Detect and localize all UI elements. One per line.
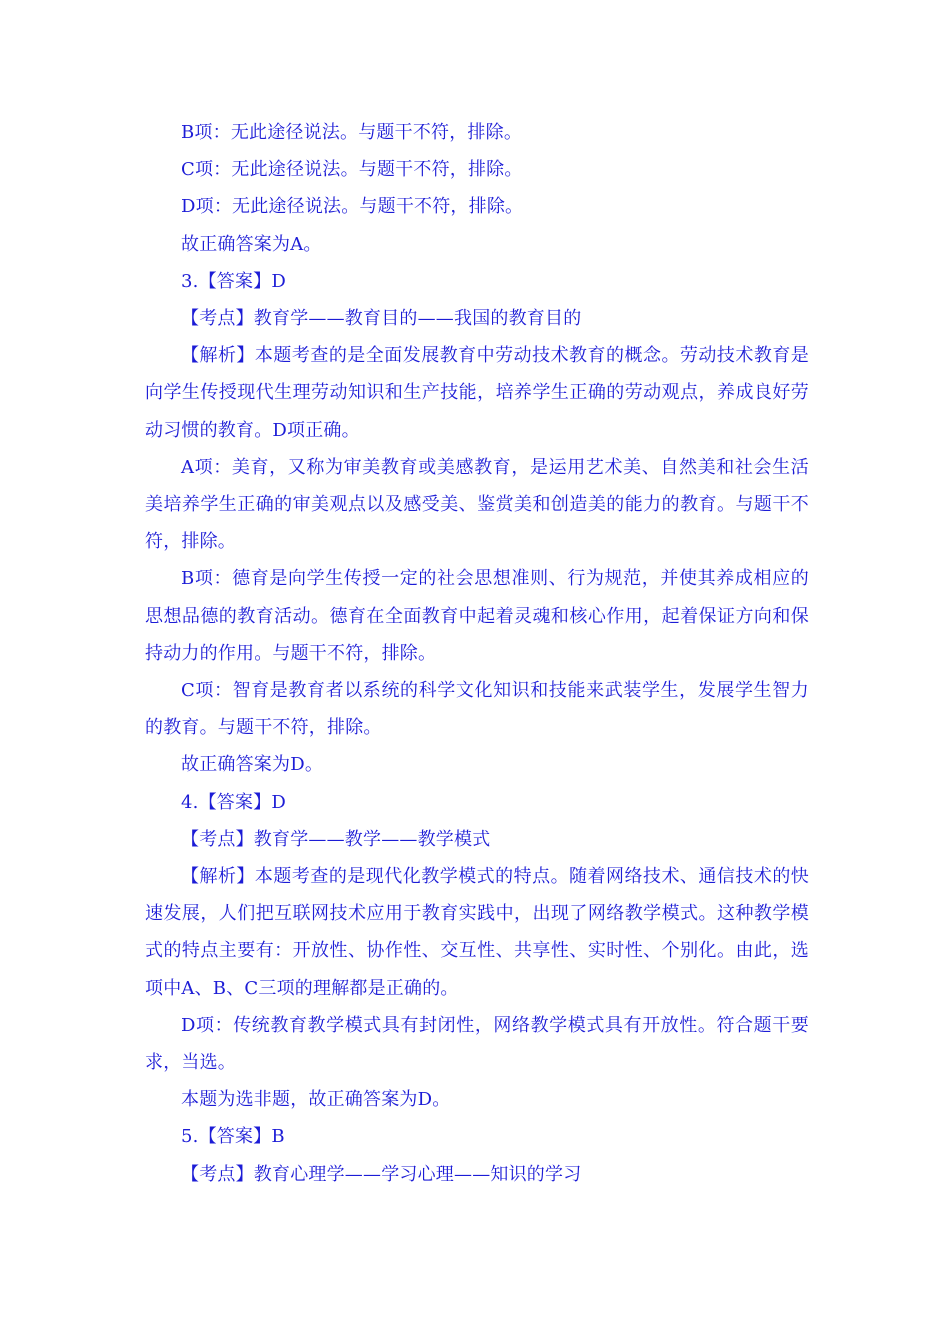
option-a-analysis-q3: A项：美育，又称为审美教育或美感教育，是运用艺术美、自然美和社会生活美培养学生正确的审美观点以及感受美、鉴赏美和创造美的能力的教育。与题干不符，排除。 [145, 456, 809, 553]
document-page [145, 114, 809, 1193]
option-d-analysis-q2: D项：无此途径说法。与题干不符，排除。 [181, 196, 524, 218]
conclusion-q4: 本题为选非题，故正确答案为D。 [181, 1089, 451, 1111]
answer-q5: 5.【答案】B [181, 1126, 285, 1148]
option-b-analysis-q3: B项：德育是向学生传授一定的社会思想准则、行为规范，并使其养成相应的思想品德的教育活动。德育在全面教育中起着灵魂和核心作用，起着保证方向和保持动力的作用。与题干不符，排除。 [145, 568, 809, 664]
option-c-analysis-q3: C项：智育是教育者以系统的科学文化知识和技能来武装学生，发展学生智力的教育。与题干不符，排除。 [145, 680, 809, 739]
explanation-q4: 【解析】本题考查的是现代化教学模式的特点。随着网络技术、通信技术的快速发展，人们把互联网技术应用于教育实践中，出现了网络教学模式。这种教学模式的特点主要有：开放性、协作性、交互性、共享性、实时性、个别化。由此，选项中A、B、C三项的理解都是正确的。 [145, 866, 809, 999]
conclusion-q3: 故正确答案为D。 [181, 754, 324, 776]
option-c-analysis-q2: C项：无此途径说法。与题干不符，排除。 [181, 159, 523, 181]
topic-q5: 【考点】教育心理学——学习心理——知识的学习 [181, 1163, 582, 1185]
option-d-analysis-q4: D项：传统教育教学模式具有封闭性，网络教学模式具有开放性。符合题干要求，当选。 [145, 1014, 809, 1074]
explanation-q3: 【解析】本题考查的是全面发展教育中劳动技术教育的概念。劳动技术教育是向学生传授现代生理劳动知识和生产技能，培养学生正确的劳动观点，养成良好劳动习惯的教育。D项正确。 [145, 345, 809, 441]
answer-q4: 4.【答案】D [181, 791, 287, 813]
option-b-analysis-q2: B项：无此途径说法。与题干不符，排除。 [181, 122, 523, 143]
topic-q3: 【考点】教育学——教育目的——我国的教育目的 [181, 308, 582, 330]
conclusion-q2: 故正确答案为A。 [181, 233, 322, 255]
answer-q3: 3.【答案】D [181, 270, 287, 292]
topic-q4: 【考点】教育学——教学——教学模式 [181, 828, 491, 850]
